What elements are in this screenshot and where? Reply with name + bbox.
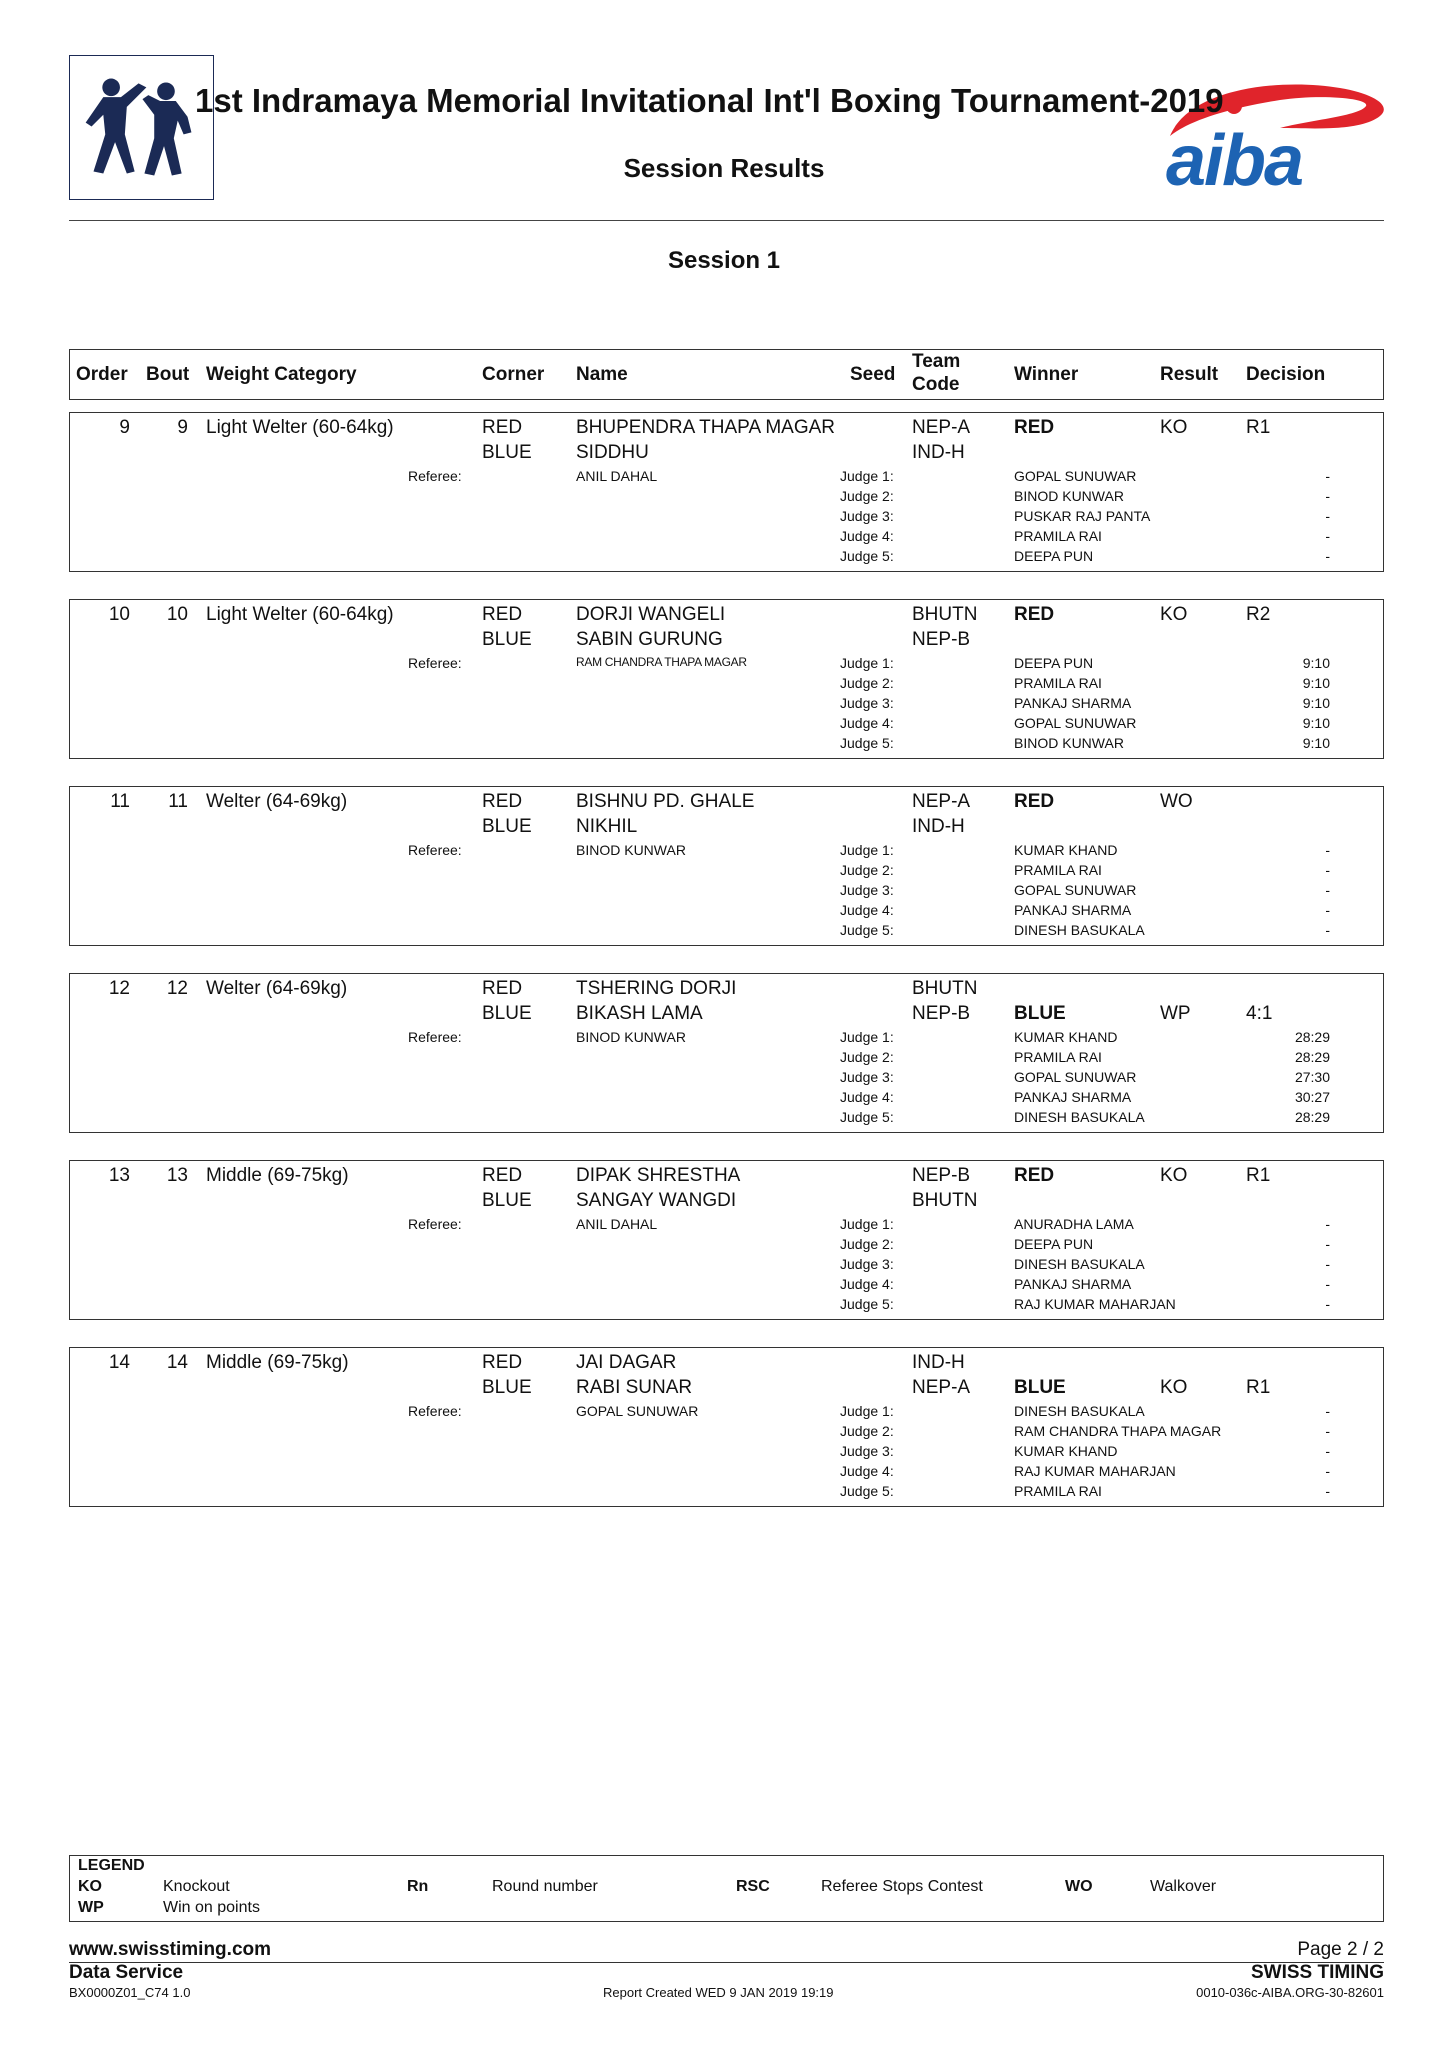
bout-winner: RED	[1014, 417, 1055, 438]
bout-block	[69, 973, 1384, 1133]
blue-boxer-name: BIKASH LAMA	[576, 1003, 703, 1024]
legend-wo-text: Walkover	[1150, 1878, 1217, 1895]
judge-name: KUMAR KHAND	[1014, 842, 1118, 858]
judge-score: -	[1325, 1296, 1330, 1312]
col-corner: Corner	[482, 364, 545, 385]
col-result: Result	[1160, 364, 1219, 385]
judge-label: Judge 3:	[840, 508, 894, 524]
blue-corner: BLUE	[482, 1377, 532, 1398]
red-boxer-name: DORJI WANGELI	[576, 604, 726, 625]
red-corner: RED	[482, 604, 523, 625]
blue-boxer-name: SANGAY WANGDI	[576, 1190, 737, 1211]
legend-wp: WP	[78, 1899, 104, 1916]
judge-name: GOPAL SUNUWAR	[1014, 715, 1137, 731]
footer-divider	[69, 1962, 1384, 1963]
bout-winner: RED	[1014, 604, 1055, 625]
bout-block	[69, 1347, 1384, 1507]
judge-name: PANKAJ SHARMA	[1014, 902, 1132, 918]
red-team-code: BHUTN	[912, 604, 978, 625]
judge-score: -	[1325, 508, 1330, 524]
judge-label: Judge 4:	[840, 528, 894, 544]
judge-name: BINOD KUNWAR	[1014, 735, 1124, 751]
red-team-code: BHUTN	[912, 978, 978, 999]
judge-score: 9:10	[1302, 715, 1330, 731]
judge-score: -	[1325, 468, 1330, 484]
col-decision: Decision	[1246, 364, 1326, 385]
judge-score: 9:10	[1302, 655, 1330, 671]
judge-score: -	[1325, 1463, 1330, 1479]
footer-swiss-timing: SWISS TIMING	[1251, 1962, 1384, 1983]
judge-score: 28:29	[1294, 1049, 1330, 1065]
bout-weight: Light Welter (60-64kg)	[206, 417, 394, 438]
judge-name: PRAMILA RAI	[1014, 675, 1102, 691]
bout-weight: Middle (69-75kg)	[206, 1352, 349, 1373]
bout-result: KO	[1160, 1165, 1188, 1186]
bout-decision: 4:1	[1246, 1003, 1273, 1024]
judge-score: -	[1325, 528, 1330, 544]
judge-score: 9:10	[1302, 735, 1330, 751]
footer-doc-code: BX0000Z01_C74 1.0	[69, 1985, 191, 2000]
judge-name: GOPAL SUNUWAR	[1014, 468, 1137, 484]
bout-result: KO	[1160, 1377, 1188, 1398]
judge-label: Judge 5:	[840, 1483, 894, 1499]
judge-name: PRAMILA RAI	[1014, 1483, 1102, 1499]
judge-name: BINOD KUNWAR	[1014, 488, 1124, 504]
bout-block	[69, 599, 1384, 759]
bout-result: KO	[1160, 604, 1188, 625]
page-title: 1st Indramaya Memorial Invitational Int'l Boxing Tournament-2019	[195, 82, 1224, 119]
judge-score: -	[1325, 882, 1330, 898]
legend-rn: Rn	[407, 1878, 429, 1895]
blue-corner: BLUE	[482, 816, 532, 837]
red-boxer-name: BHUPENDRA THAPA MAGAR	[576, 417, 836, 438]
bout-winner: BLUE	[1014, 1377, 1066, 1398]
bout-order: 10	[108, 604, 130, 625]
judge-label: Judge 2:	[840, 675, 894, 691]
blue-boxer-name: SABIN GURUNG	[576, 629, 723, 650]
judge-score: 28:29	[1294, 1109, 1330, 1125]
red-boxer-name: TSHERING DORJI	[576, 978, 737, 999]
red-team-code: IND-H	[912, 1352, 965, 1373]
judge-score: -	[1325, 1256, 1330, 1272]
judge-name: RAM CHANDRA THAPA MAGAR	[1014, 1423, 1222, 1439]
judge-score: 9:10	[1302, 675, 1330, 691]
blue-boxer-name: SIDDHU	[576, 442, 649, 463]
bout-block	[69, 412, 1384, 572]
blue-corner: BLUE	[482, 442, 532, 463]
judge-name: DINESH BASUKALA	[1014, 1256, 1145, 1272]
bout-decision: R1	[1246, 1377, 1271, 1398]
col-team-1: Team	[912, 351, 961, 372]
blue-boxer-name: NIKHIL	[576, 816, 638, 837]
judge-label: Judge 3:	[840, 1443, 894, 1459]
judge-label: Judge 4:	[840, 1463, 894, 1479]
judge-label: Judge 3:	[840, 1256, 894, 1272]
referee-label: Referee:	[408, 1403, 462, 1419]
referee-name: BINOD KUNWAR	[576, 842, 686, 858]
legend-ko: KO	[78, 1878, 102, 1895]
bout-order: 11	[110, 791, 130, 812]
legend-ko-text: Knockout	[163, 1878, 230, 1895]
judge-name: PANKAJ SHARMA	[1014, 1276, 1132, 1292]
judge-name: DEEPA PUN	[1014, 655, 1094, 671]
referee-name: GOPAL SUNUWAR	[576, 1403, 699, 1419]
blue-team-code: IND-H	[912, 816, 965, 837]
bout-decision: R1	[1246, 417, 1271, 438]
col-bout: Bout	[146, 364, 190, 385]
judge-label: Judge 5:	[840, 735, 894, 751]
blue-team-code: IND-H	[912, 442, 965, 463]
bout-result: KO	[1160, 417, 1188, 438]
footer-data-service: Data Service	[69, 1962, 184, 1983]
bout-winner: RED	[1014, 1165, 1055, 1186]
judge-name: RAJ KUMAR MAHARJAN	[1014, 1463, 1176, 1479]
judge-name: PRAMILA RAI	[1014, 862, 1102, 878]
referee-label: Referee:	[408, 842, 462, 858]
bout-order: 9	[119, 417, 130, 438]
referee-label: Referee:	[408, 655, 462, 671]
judge-label: Judge 4:	[840, 1276, 894, 1292]
blue-corner: BLUE	[482, 1190, 532, 1211]
judge-score: -	[1325, 902, 1330, 918]
footer-website[interactable]: www.swisstiming.com	[69, 1939, 272, 1960]
judge-label: Judge 1:	[840, 1029, 894, 1045]
red-corner: RED	[482, 791, 523, 812]
bout-number: 9	[177, 417, 188, 438]
blue-team-code: BHUTN	[912, 1190, 978, 1211]
judge-label: Judge 1:	[840, 655, 894, 671]
judge-label: Judge 1:	[840, 468, 894, 484]
judge-name: PRAMILA RAI	[1014, 528, 1102, 544]
col-weight: Weight Category	[206, 364, 357, 385]
col-seed: Seed	[850, 364, 896, 385]
red-corner: RED	[482, 417, 523, 438]
judge-name: PANKAJ SHARMA	[1014, 695, 1132, 711]
judge-label: Judge 5:	[840, 922, 894, 938]
footer-report-created: Report Created WED 9 JAN 2019 19:19	[603, 1985, 834, 2000]
judge-score: -	[1325, 548, 1330, 564]
referee-name: ANIL DAHAL	[576, 468, 658, 484]
judge-label: Judge 4:	[840, 902, 894, 918]
judge-label: Judge 1:	[840, 1403, 894, 1419]
bout-order: 12	[108, 978, 130, 999]
page-subtitle: Session Results	[623, 153, 825, 183]
col-order: Order	[76, 364, 128, 385]
judge-name: KUMAR KHAND	[1014, 1029, 1118, 1045]
bout-number: 10	[166, 604, 188, 625]
referee-label: Referee:	[408, 1216, 462, 1232]
judge-name: GOPAL SUNUWAR	[1014, 882, 1137, 898]
judge-label: Judge 2:	[840, 488, 894, 504]
legend-wp-text: Win on points	[163, 1899, 260, 1916]
judge-label: Judge 3:	[840, 1069, 894, 1085]
judge-label: Judge 1:	[840, 842, 894, 858]
blue-boxer-name: RABI SUNAR	[576, 1377, 693, 1398]
judge-score: 9:10	[1302, 695, 1330, 711]
judge-label: Judge 3:	[840, 695, 894, 711]
judge-score: 30:27	[1294, 1089, 1330, 1105]
bout-weight: Welter (64-69kg)	[206, 978, 348, 999]
judge-label: Judge 1:	[840, 1216, 894, 1232]
footer-ref-code: 0010-036c-AIBA.ORG-30-82601	[1196, 1985, 1384, 2000]
judge-name: PUSKAR RAJ PANTA	[1014, 508, 1151, 524]
legend-rsc-text: Referee Stops Contest	[821, 1878, 983, 1895]
col-name: Name	[576, 364, 628, 385]
bout-order: 13	[108, 1165, 130, 1186]
bout-result: WP	[1160, 1003, 1191, 1024]
judge-score: -	[1325, 922, 1330, 938]
footer-page-number: Page 2 / 2	[1297, 1939, 1384, 1960]
judge-name: ANURADHA LAMA	[1014, 1216, 1134, 1232]
judge-label: Judge 2:	[840, 862, 894, 878]
judge-label: Judge 5:	[840, 548, 894, 564]
judge-score: -	[1325, 1443, 1330, 1459]
judge-score: -	[1325, 862, 1330, 878]
aiba-logo-text: aiba	[1166, 121, 1303, 201]
judge-label: Judge 2:	[840, 1236, 894, 1252]
bout-number: 11	[168, 791, 188, 812]
judge-score: -	[1325, 488, 1330, 504]
session-title: Session 1	[667, 247, 781, 274]
judge-score: -	[1325, 1236, 1330, 1252]
judge-score: 27:30	[1294, 1069, 1330, 1085]
legend-wo: WO	[1065, 1878, 1093, 1895]
judge-score: -	[1325, 1403, 1330, 1419]
referee-name: RAM CHANDRA THAPA MAGAR	[576, 655, 747, 669]
red-boxer-name: DIPAK SHRESTHA	[576, 1165, 741, 1186]
judge-score: -	[1325, 1216, 1330, 1232]
red-corner: RED	[482, 978, 523, 999]
bout-decision: R1	[1246, 1165, 1271, 1186]
legend-box	[69, 1855, 1384, 1922]
bout-winner: RED	[1014, 791, 1055, 812]
bout-number: 14	[166, 1352, 188, 1373]
judge-score: -	[1325, 1423, 1330, 1439]
referee-name: ANIL DAHAL	[576, 1216, 658, 1232]
judge-name: DINESH BASUKALA	[1014, 1109, 1145, 1125]
judge-label: Judge 3:	[840, 882, 894, 898]
blue-team-code: NEP-A	[912, 1377, 971, 1398]
judge-score: -	[1325, 1276, 1330, 1292]
col-team-2: Code	[912, 374, 960, 395]
legend-rsc: RSC	[736, 1878, 770, 1895]
judge-label: Judge 2:	[840, 1423, 894, 1439]
judge-score: -	[1325, 842, 1330, 858]
bout-decision: R2	[1246, 604, 1271, 625]
judge-name: DEEPA PUN	[1014, 1236, 1094, 1252]
bout-block	[69, 786, 1384, 946]
bout-order: 14	[108, 1352, 130, 1373]
bout-weight: Welter (64-69kg)	[206, 791, 348, 812]
judge-name: PRAMILA RAI	[1014, 1049, 1102, 1065]
red-team-code: NEP-A	[912, 417, 971, 438]
bout-number: 13	[166, 1165, 188, 1186]
header-divider	[69, 220, 1384, 221]
referee-label: Referee:	[408, 1029, 462, 1045]
col-winner: Winner	[1014, 364, 1079, 385]
judge-label: Judge 5:	[840, 1109, 894, 1125]
bout-number: 12	[166, 978, 188, 999]
judge-name: DINESH BASUKALA	[1014, 1403, 1145, 1419]
legend-title: LEGEND	[78, 1857, 145, 1874]
judge-label: Judge 2:	[840, 1049, 894, 1065]
red-corner: RED	[482, 1352, 523, 1373]
bout-block	[69, 1160, 1384, 1320]
judge-name: DINESH BASUKALA	[1014, 922, 1145, 938]
bout-weight: Middle (69-75kg)	[206, 1165, 349, 1186]
judge-label: Judge 4:	[840, 1089, 894, 1105]
judge-label: Judge 4:	[840, 715, 894, 731]
judge-score: 28:29	[1294, 1029, 1330, 1045]
judge-label: Judge 5:	[840, 1296, 894, 1312]
blue-corner: BLUE	[482, 1003, 532, 1024]
judge-name: GOPAL SUNUWAR	[1014, 1069, 1137, 1085]
blue-team-code: NEP-B	[912, 1003, 971, 1024]
blue-team-code: NEP-B	[912, 629, 971, 650]
red-boxer-name: JAI DAGAR	[576, 1352, 677, 1373]
bout-winner: BLUE	[1014, 1003, 1066, 1024]
bout-result: WO	[1160, 791, 1193, 812]
column-header-row	[69, 349, 1384, 400]
referee-name: BINOD KUNWAR	[576, 1029, 686, 1045]
red-team-code: NEP-B	[912, 1165, 971, 1186]
bout-weight: Light Welter (60-64kg)	[206, 604, 394, 625]
red-boxer-name: BISHNU PD. GHALE	[576, 791, 755, 812]
judge-name: RAJ KUMAR MAHARJAN	[1014, 1296, 1176, 1312]
judge-name: DEEPA PUN	[1014, 548, 1094, 564]
judge-name: PANKAJ SHARMA	[1014, 1089, 1132, 1105]
blue-corner: BLUE	[482, 629, 532, 650]
judge-name: KUMAR KHAND	[1014, 1443, 1118, 1459]
red-team-code: NEP-A	[912, 791, 971, 812]
legend-rn-text: Round number	[492, 1878, 598, 1895]
judge-score: -	[1325, 1483, 1330, 1499]
referee-label: Referee:	[408, 468, 462, 484]
red-corner: RED	[482, 1165, 523, 1186]
